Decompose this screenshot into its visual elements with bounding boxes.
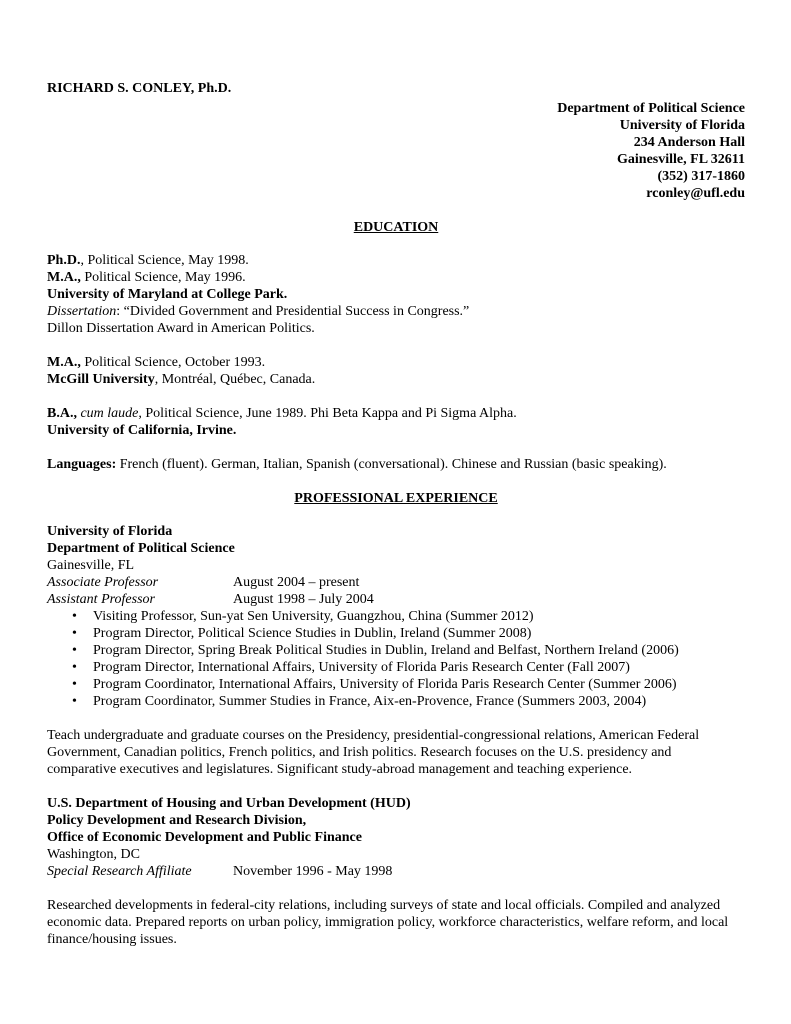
experience-heading: PROFESSIONAL EXPERIENCE (294, 491, 498, 506)
list-item (47, 642, 745, 659)
list-item (47, 693, 745, 710)
address-building: 234 Anderson Hall (633, 135, 745, 150)
bullet-icon: • (72, 643, 77, 658)
hud-division: Policy Development and Research Division, (47, 813, 307, 828)
dissertation-award: Dillon Dissertation Award in American Politics. (47, 321, 315, 336)
bullet-icon: • (72, 694, 77, 709)
ma2-degree: M.A., (47, 355, 81, 370)
uf-description-line: comparative executives and legislatures. Significant study-abroad management and teaching experience. (47, 762, 633, 777)
languages-text: French (fluent). German, Italian, Spanish (conversational). Chinese and Russian (basic speaking). (116, 457, 667, 472)
bullet-icon: • (72, 677, 77, 692)
mcgill-entry (47, 371, 745, 388)
bullet-icon: • (72, 609, 77, 624)
list-item-text: Program Director, Spring Break Political Studies in Dublin, Ireland and Belfast, Northern Ireland (2006) (93, 643, 679, 658)
bullet-icon: • (72, 660, 77, 675)
dissertation-entry (47, 303, 745, 320)
uf-department: Department of Political Science (47, 541, 235, 556)
dissertation-title: : “Divided Government and Presidential Success in Congress.” (116, 304, 470, 319)
role-dates: November 1996 - May 1998 (233, 864, 393, 879)
list-item (47, 625, 745, 642)
uf-activities-list (47, 608, 745, 710)
role-row (47, 574, 745, 591)
dissertation-label: Dissertation (47, 304, 117, 319)
list-item-text: Program Coordinator, Summer Studies in France, Aix-en-Provence, France (Summers 2003, 2004) (93, 694, 647, 709)
address-city: Gainesville, FL 32611 (617, 152, 745, 167)
ma1-entry (47, 269, 745, 286)
role-title: Associate Professor (47, 575, 159, 590)
address-phone: (352) 317-1860 (657, 169, 745, 184)
uf-experience (47, 523, 745, 778)
ma2-detail: Political Science, October 1993. (80, 355, 266, 370)
role-row (47, 591, 745, 608)
hud-description-line: finance/housing issues. (47, 932, 177, 947)
education-section (47, 252, 745, 473)
ba-detail: , Political Science, June 1989. Phi Beta Kappa and Pi Sigma Alpha. (138, 406, 517, 421)
uf-description-line: Government, Canadian politics, French politics, and Irish politics. Research focuses on the U.S. presidency and (47, 745, 672, 760)
phd-detail: , Political Science, May 1998. (80, 253, 249, 268)
list-item (47, 659, 745, 676)
ma1-degree: M.A., (47, 270, 81, 285)
uf-description (47, 727, 745, 778)
languages-label: Languages: (47, 457, 117, 472)
hud-org: U.S. Department of Housing and Urban Development (HUD) (47, 796, 411, 811)
education-heading: EDUCATION (353, 220, 439, 235)
mcgill-institution: McGill University (47, 372, 155, 387)
list-item (47, 608, 745, 625)
role-title: Assistant Professor (47, 592, 155, 607)
hud-description-line: economic data. Prepared reports on urban policy, immigration policy, workforce characteristics, welfare reform, and local (47, 915, 729, 930)
ba-entry (47, 405, 745, 422)
umd-institution: University of Maryland at College Park. (47, 287, 288, 302)
phd-entry (47, 252, 745, 269)
address-department: Department of Political Science (557, 101, 745, 116)
phd-degree: Ph.D. (47, 253, 81, 268)
bullet-icon: • (72, 626, 77, 641)
hud-experience (47, 795, 745, 948)
role-dates: August 2004 – present (233, 575, 360, 590)
uf-description-line: Teach undergraduate and graduate courses on the Presidency, presidential-congressional relations, American Federal (47, 728, 700, 743)
list-item-text: Program Director, Political Science Studies in Dublin, Ireland (Summer 2008) (93, 626, 532, 641)
role-dates: August 1998 – July 2004 (233, 592, 374, 607)
uci-institution: University of California, Irvine. (47, 423, 237, 438)
hud-description (47, 897, 745, 948)
candidate-name: RICHARD S. CONLEY, Ph.D. (47, 81, 232, 96)
role-row (47, 863, 745, 880)
mcgill-location: , Montréal, Québec, Canada. (154, 372, 316, 387)
ba-degree: B.A., (47, 406, 77, 421)
ba-honor: cum laude (80, 406, 139, 421)
role-title: Special Research Affiliate (47, 864, 192, 879)
list-item (47, 676, 745, 693)
address-email[interactable]: rconley@ufl.edu (646, 186, 745, 201)
uf-location: Gainesville, FL (47, 558, 135, 573)
hud-description-line: Researched developments in federal-city relations, including surveys of state and local officials. Compiled and analyzed (47, 898, 721, 913)
ma1-detail: Political Science, May 1996. (80, 270, 246, 285)
hud-office: Office of Economic Development and Public Finance (47, 830, 362, 845)
address-university: University of Florida (619, 118, 745, 133)
list-item-text: Visiting Professor, Sun-yat Sen University, Guangzhou, China (Summer 2012) (93, 609, 534, 624)
uf-org: University of Florida (47, 524, 173, 539)
contact-address-block (47, 100, 745, 202)
hud-location: Washington, DC (47, 847, 140, 862)
ma2-entry (47, 354, 745, 371)
languages-entry (47, 456, 745, 473)
list-item-text: Program Coordinator, International Affairs, University of Florida Paris Research Center (Summer 2006) (93, 677, 677, 692)
resume-page (47, 80, 745, 948)
list-item-text: Program Director, International Affairs, University of Florida Paris Research Center (Fall 2007) (93, 660, 630, 675)
